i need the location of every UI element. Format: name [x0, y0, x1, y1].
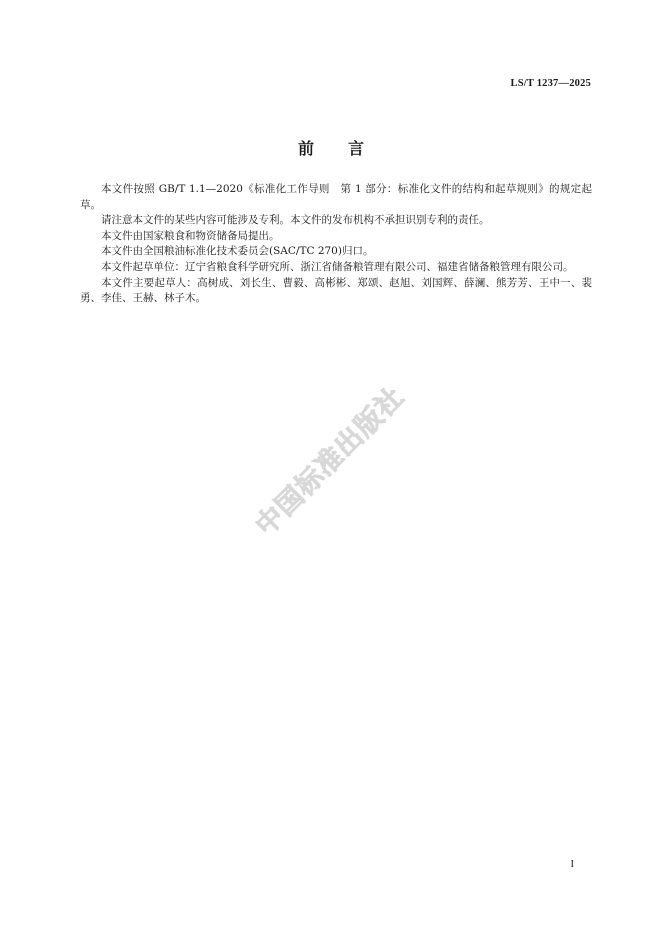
foreword-body [80, 182, 592, 307]
paragraph-proposer: 本文件由国家粮食和物资储备局提出。 [101, 229, 280, 242]
page-number: I [570, 859, 574, 870]
standard-code: LS/T 1237—2025 [510, 78, 591, 89]
paragraph-technical-committee: 本文件由全国粮油标准化技术委员会(SAC/TC 270)归口。 [101, 245, 374, 258]
paragraph-patent-notice: 请注意本文件的某些内容可能涉及专利。本文件的发布机构不承担识别专利的责任。 [101, 214, 490, 227]
title-char-1: 前 [297, 139, 314, 158]
paragraph-drafters: 本文件主要起草人：高树成、刘长生、曹毅、高彬彬、郑颂、赵旭、刘国辉、薛澜、熊芳芳、王中一、裴勇、李佳、王赫、林子木。 [80, 276, 592, 305]
paragraph-drafting-rules: 本文件按照 GB/T 1.1—2020《标准化工作导则 第 1 部分：标准化文件的结构和起草规则》的规定起草。 [80, 183, 592, 211]
publisher-watermark: 中国标准出版社 [249, 381, 411, 542]
paragraph-drafting-organizations: 本文件起草单位：辽宁省粮食科学研究所、浙江省储备粮管理有限公司、福建省储备粮管理有限公司。 [101, 260, 574, 273]
page-title [0, 136, 662, 159]
title-char-2: 言 [348, 139, 365, 158]
